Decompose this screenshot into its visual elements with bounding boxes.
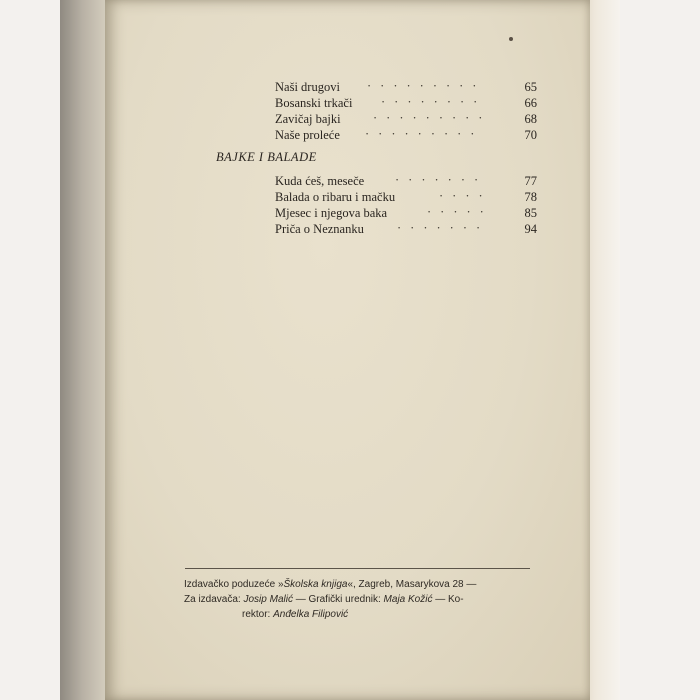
toc-entry-page: 68 (524, 112, 537, 126)
leader-dots: ······· (397, 221, 490, 235)
toc-entry-page: 77 (524, 174, 537, 188)
toc-entry-title: Priča o Neznanku (275, 222, 364, 236)
imprint-divider (185, 568, 530, 569)
imprint-text: — Grafički urednik: (292, 594, 384, 605)
toc-entry-page: 78 (524, 190, 537, 204)
toc-entry-title: Balada o ribaru i mačku (275, 190, 396, 204)
toc-entry-title: Naše proleće (275, 128, 340, 142)
toc-entry-page: 70 (524, 128, 537, 142)
imprint-line-3 (242, 607, 348, 622)
imprint-text: Izdavačko poduzeće » (184, 579, 284, 590)
proofreader: Anđelka Filipović (273, 609, 349, 620)
leader-dots: ······· (395, 173, 488, 187)
toc-entry-title: Kuda ćeš, meseče (275, 174, 365, 188)
toc-entry-title: Zavičaj bajki (275, 112, 341, 126)
toc-entry-page: 65 (524, 80, 537, 94)
section-heading: BAJKE I BALADE (216, 150, 317, 164)
toc-entry (275, 222, 537, 240)
imprint-text: rektor: (242, 609, 274, 620)
imprint-line-1 (184, 577, 476, 592)
toc-entry-title: Mjesec i njegova baka (275, 206, 388, 220)
publisher-representative: Josip Malić (243, 594, 293, 605)
imprint-line-2 (184, 592, 464, 607)
toc-entry (275, 128, 537, 146)
imprint-text: «, Zagreb, Masarykova 28 — (347, 579, 477, 590)
toc-entry-page: 94 (524, 222, 537, 236)
imprint-text: — Ko- (432, 594, 464, 605)
leader-dots: ········· (367, 79, 486, 93)
leader-dots: ········ (381, 95, 487, 109)
leader-dots: ····· (427, 205, 493, 219)
toc-entry-page: 66 (524, 96, 537, 110)
toc-entry-page: 85 (524, 206, 537, 220)
publisher-name: Školska knjiga (283, 579, 348, 590)
graphic-editor: Maja Kožić (383, 594, 433, 605)
leader-dots: ···· (439, 189, 492, 203)
leader-dots: ········· (373, 111, 492, 125)
toc-entry-title: Naši drugovi (275, 80, 340, 94)
imprint-text: Za izdavača: (184, 594, 244, 605)
toc-entry-title: Bosanski trkači (275, 96, 353, 110)
leader-dots: ········· (365, 127, 484, 141)
